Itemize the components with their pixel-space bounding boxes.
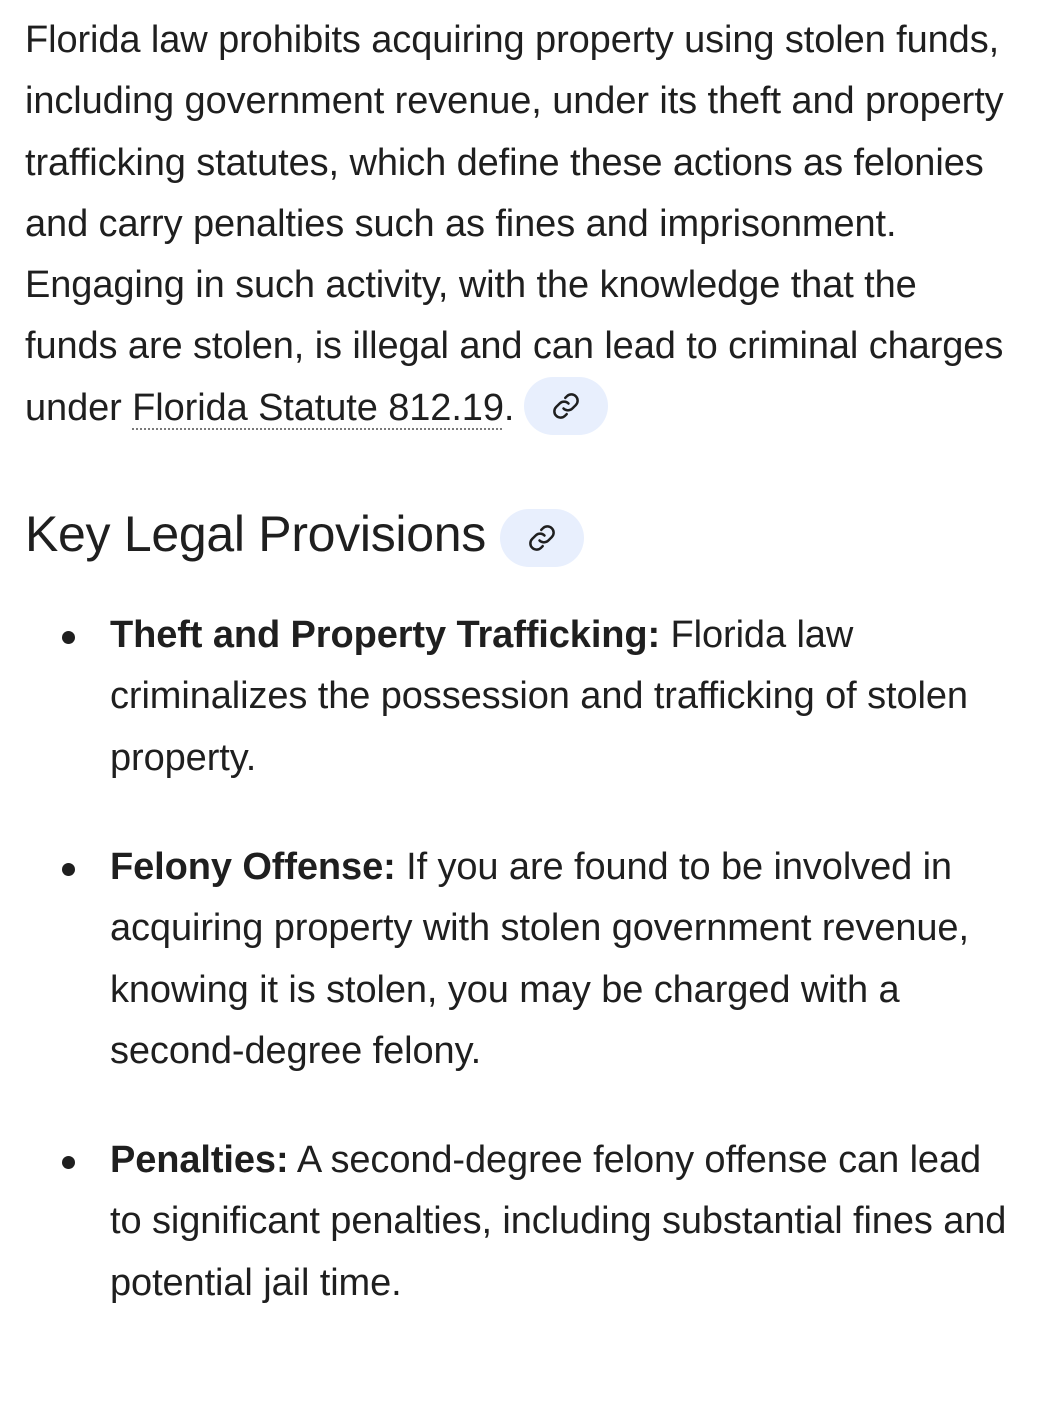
provision-text: Florida law criminalizes the possession and trafficking of stolen property.	[110, 614, 968, 779]
list-item	[25, 605, 1015, 789]
intro-suffix: .	[503, 386, 515, 429]
section-heading-text: Key Legal Provisions	[25, 506, 486, 563]
provision-term: Theft and Property Trafficking:	[110, 614, 661, 657]
provision-text: A second-degree felony offense can lead to significant penalties, including substantial fines and potential jail time.	[110, 1139, 1007, 1304]
link-icon	[527, 523, 557, 553]
intro-paragraph	[25, 10, 1015, 439]
bullet-icon	[62, 631, 75, 644]
intro-text: Florida law prohibits acquiring property using stolen funds, including government revenue, under its theft and property trafficking statutes, which define these actions as felonies and carry penalties such as fines and imprisonment. Engaging in such activity, with the knowledge that the funds are stolen, is illegal and can lead to criminal charges under	[25, 19, 1004, 429]
provision-text: If you are found to be involved in acquiring property with stolen government revenue, knowing it is stolen, you may be charged with a second-degree felony.	[110, 845, 969, 1072]
link-icon	[551, 391, 581, 421]
provisions-list	[25, 605, 1015, 1314]
list-item	[25, 1130, 1015, 1314]
bullet-icon	[62, 1156, 75, 1169]
answer-content	[25, 10, 1015, 1362]
provision-term: Penalties:	[110, 1139, 289, 1182]
provision-term: Felony Offense:	[110, 845, 396, 888]
intro-source-chip[interactable]	[524, 377, 608, 435]
list-item	[25, 837, 1015, 1082]
section-heading	[25, 503, 1015, 565]
florida-statute-link[interactable]: Florida Statute 812.19	[132, 386, 504, 429]
heading-source-chip[interactable]	[500, 509, 584, 567]
bullet-icon	[62, 863, 75, 876]
